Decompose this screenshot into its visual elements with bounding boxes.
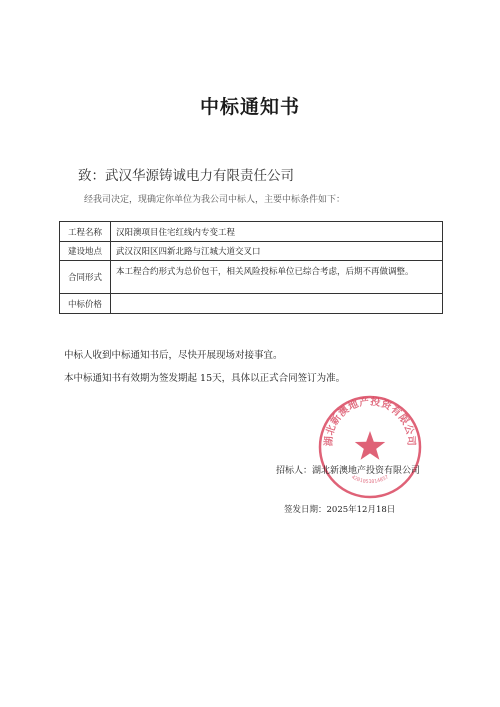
intro-text: 经我司决定，现确定你单位为我公司中标人，主要中标条件如下：: [84, 195, 346, 205]
table-row: [60, 261, 443, 294]
svg-text:4201051014857: 4201051014857: [350, 474, 390, 486]
row-label-project: 工程名称: [60, 222, 111, 242]
table-row: [60, 222, 443, 242]
row-value-contract: 本工程合约形式为总价包干，相关风险投标单位已综合考虑，后期不再做调整。: [111, 261, 443, 294]
issue-date: 签发日期：2025年12月18日: [284, 505, 396, 515]
table-row: [60, 294, 443, 314]
row-label-price: 中标价格: [60, 294, 111, 314]
notice-line-1: 中标人收到中标通知书后，尽快开展现场对接事宜。: [64, 350, 283, 361]
document-title: 中标通知书: [199, 96, 300, 118]
terms-table: [59, 221, 443, 314]
addressee: 致：武汉华源铸诚电力有限责任公司: [78, 168, 294, 184]
row-label-contract: 合同形式: [60, 261, 111, 294]
notice-line-2: 本中标通知书有效期为签发期起 15天，具体以正式合同签订为准。: [64, 373, 346, 384]
company-seal: [316, 393, 424, 501]
seal-graphic: [316, 393, 424, 501]
bidder-line: 招标人：湖北新澳地产投资有限公司: [276, 466, 421, 476]
row-value-project: 汉阳澳项目住宅红线内专变工程: [111, 222, 443, 242]
table-row: [60, 242, 443, 261]
row-label-location: 建设地点: [60, 242, 111, 261]
row-value-price: [111, 294, 443, 314]
svg-text:湖北新澳地产投资有限公司: 湖北新澳地产投资有限公司: [323, 396, 417, 447]
row-value-location: 武汉汉阳区四新北路与江城大道交叉口: [111, 242, 443, 261]
